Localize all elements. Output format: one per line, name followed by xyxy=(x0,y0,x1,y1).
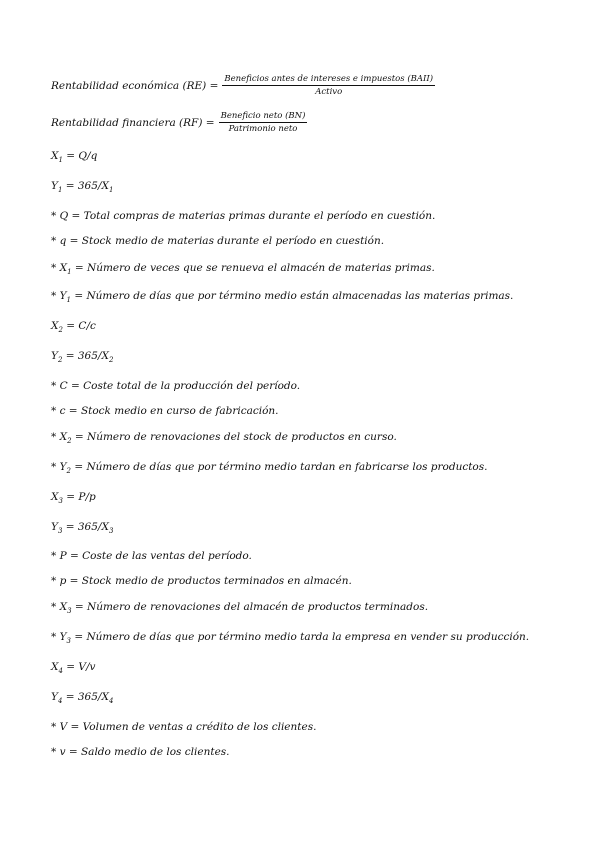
line-post: = 365/X xyxy=(62,180,109,192)
line-post: = Número de días que por término medio están almacenadas las materias primas. xyxy=(71,290,514,302)
line-pre: X xyxy=(51,320,59,332)
line-sub: 1 xyxy=(58,156,63,164)
line-post: = 365/X xyxy=(62,521,109,533)
line-post: = Q/q xyxy=(62,150,98,162)
line-pre: * q = Stock medio de materias durante el período en cuestión. xyxy=(51,235,385,247)
formula-line xyxy=(51,180,113,192)
line-post: = P/p xyxy=(62,491,96,503)
line-pre: * Q = Total compras de materias primas durante el período en cuestión. xyxy=(51,210,436,222)
formula-line xyxy=(51,631,529,643)
line-sub2: 2 xyxy=(108,356,114,364)
formula-line xyxy=(51,575,352,587)
line-sub: 1 xyxy=(57,186,63,194)
line-sub: 2 xyxy=(58,326,63,334)
line-pre: X xyxy=(51,661,59,673)
line-sub: 3 xyxy=(57,527,63,535)
line-sub2: 3 xyxy=(108,527,114,535)
line-pre: * p = Stock medio de productos terminados en almacén. xyxy=(51,575,352,587)
formula-re xyxy=(51,74,435,97)
formula-line xyxy=(51,431,397,443)
line-pre: X xyxy=(51,150,59,162)
line-sub: 4 xyxy=(57,697,63,705)
line-pre: Y xyxy=(51,691,58,703)
line-sub: 2 xyxy=(67,437,72,445)
line-pre: * X xyxy=(51,601,68,613)
line-pre: X xyxy=(51,491,59,503)
line-pre: * Y xyxy=(51,631,67,643)
formula-line xyxy=(51,262,435,274)
formula-line xyxy=(51,290,513,302)
line-pre: * Y xyxy=(51,290,67,302)
line-pre: * V = Volumen de ventas a crédito de los clientes. xyxy=(51,721,317,733)
formula-line xyxy=(51,661,95,673)
line-post: = Número de renovaciones del stock de productos en curso. xyxy=(71,431,397,443)
formula-line xyxy=(51,550,252,562)
formula-rf-numerator: Beneficio neto (BN) xyxy=(220,111,306,121)
formula-re-label: Rentabilidad económica (RE) = xyxy=(51,79,219,92)
formula-rf-denominator: Patrimonio neto xyxy=(228,124,298,134)
line-pre: Y xyxy=(51,521,58,533)
line-pre: * C = Coste total de la producción del período. xyxy=(51,380,301,392)
line-post: = 365/X xyxy=(62,350,109,362)
formula-line xyxy=(51,491,96,503)
formula-line xyxy=(51,380,300,392)
formula-line xyxy=(51,691,113,703)
line-pre: * P = Coste de las ventas del período. xyxy=(51,550,252,562)
formula-re-numerator: Beneficios antes de intereses e impuestos (BAII) xyxy=(224,74,434,84)
formula-line xyxy=(51,210,435,222)
line-sub: 2 xyxy=(57,356,63,364)
line-sub: 1 xyxy=(66,296,71,304)
line-sub: 3 xyxy=(67,607,72,615)
line-sub2: 1 xyxy=(108,186,114,194)
line-sub: 3 xyxy=(66,637,71,645)
formula-line xyxy=(51,601,428,613)
line-pre: Y xyxy=(51,180,58,192)
line-sub: 1 xyxy=(67,268,72,276)
formula-rf xyxy=(51,111,307,134)
formula-line xyxy=(51,746,230,758)
formula-rf-fraction xyxy=(219,111,308,134)
formula-line xyxy=(51,150,97,162)
formula-line xyxy=(51,721,316,733)
line-post: = Número de días que por término medio tarda la empresa en vender su producción. xyxy=(71,631,530,643)
line-pre: * Y xyxy=(51,461,67,473)
formula-re-denominator: Activo xyxy=(315,87,343,97)
formula-line xyxy=(51,461,487,473)
line-pre: * v = Saldo medio de los clientes. xyxy=(51,746,230,758)
line-pre: * X xyxy=(51,262,68,274)
line-sub: 3 xyxy=(58,497,63,505)
line-post: = 365/X xyxy=(62,691,109,703)
line-pre: * X xyxy=(51,431,68,443)
line-post: = Número de renovaciones del almacén de productos terminados. xyxy=(71,601,429,613)
line-pre: * c = Stock medio en curso de fabricación. xyxy=(51,405,279,417)
line-sub2: 4 xyxy=(108,697,114,705)
formula-line xyxy=(51,521,113,533)
line-post: = Número de días que por término medio tardan en fabricarse los productos. xyxy=(71,461,488,473)
formula-re-fraction xyxy=(222,74,435,97)
formula-line xyxy=(51,350,113,362)
line-sub: 4 xyxy=(58,667,63,675)
line-post: = C/c xyxy=(62,320,96,332)
formula-line xyxy=(51,405,279,417)
line-post: = V/v xyxy=(62,661,96,673)
line-sub: 2 xyxy=(66,467,71,475)
formula-rf-label: Rentabilidad financiera (RF) = xyxy=(51,116,215,129)
line-post: = Número de veces que se renueva el almacén de materias primas. xyxy=(71,262,435,274)
formula-line xyxy=(51,235,384,247)
formula-line xyxy=(51,320,96,332)
line-pre: Y xyxy=(51,350,58,362)
